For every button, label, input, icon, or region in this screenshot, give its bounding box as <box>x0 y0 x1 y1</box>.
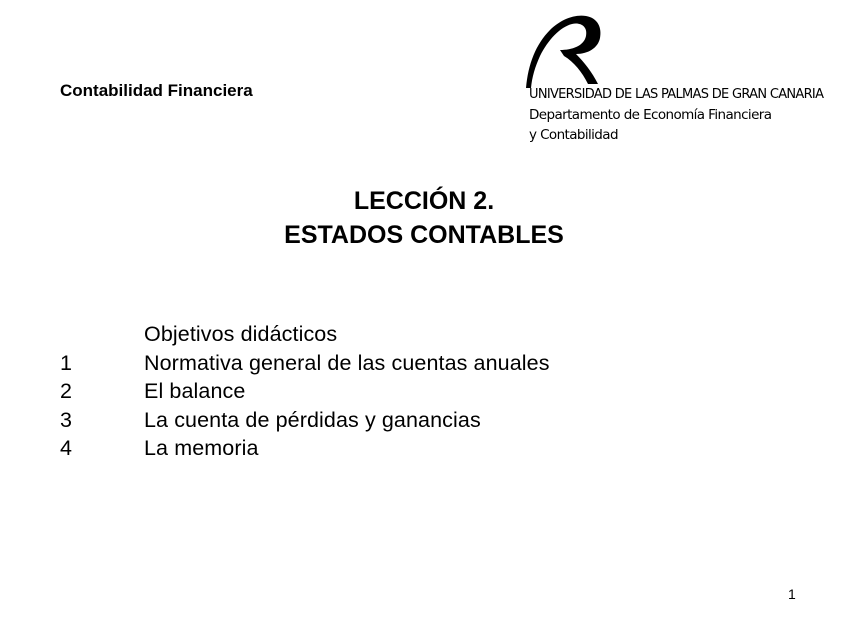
toc-item-number: 1 <box>60 350 73 375</box>
toc-item-number: 4 <box>60 436 73 460</box>
toc-item-label: El balance <box>144 379 246 403</box>
lesson-title <box>0 184 848 252</box>
university-logo <box>524 14 604 88</box>
toc-item <box>60 320 550 349</box>
university-block <box>529 85 823 145</box>
course-title: Contabilidad Financiera <box>60 81 253 100</box>
department-name-line1: Departamento de Economía Financiera <box>529 107 772 123</box>
lesson-number: LECCIÓN 2. <box>353 187 495 215</box>
toc-item-label: La cuenta de pérdidas y ganancias <box>144 407 481 432</box>
department-name-line2: y Contabilidad <box>529 127 618 143</box>
toc-item <box>60 377 550 406</box>
toc-item <box>60 406 550 435</box>
toc-item <box>60 349 550 378</box>
toc-item-label: Normativa general de las cuentas anuales <box>144 350 550 375</box>
lesson-name: ESTADOS CONTABLES <box>284 221 564 249</box>
toc-item-label: La memoria <box>144 436 259 460</box>
page-number: 1 <box>788 586 796 602</box>
toc-item-number: 2 <box>60 379 73 403</box>
toc-item-number <box>60 320 144 349</box>
toc-item-number: 3 <box>60 407 73 432</box>
table-of-contents <box>60 320 550 463</box>
toc-item <box>60 434 550 463</box>
university-name: UNIVERSIDAD DE LAS PALMAS DE GRAN CANARIA <box>529 87 824 102</box>
toc-item-label: Objetivos didácticos <box>144 322 338 346</box>
